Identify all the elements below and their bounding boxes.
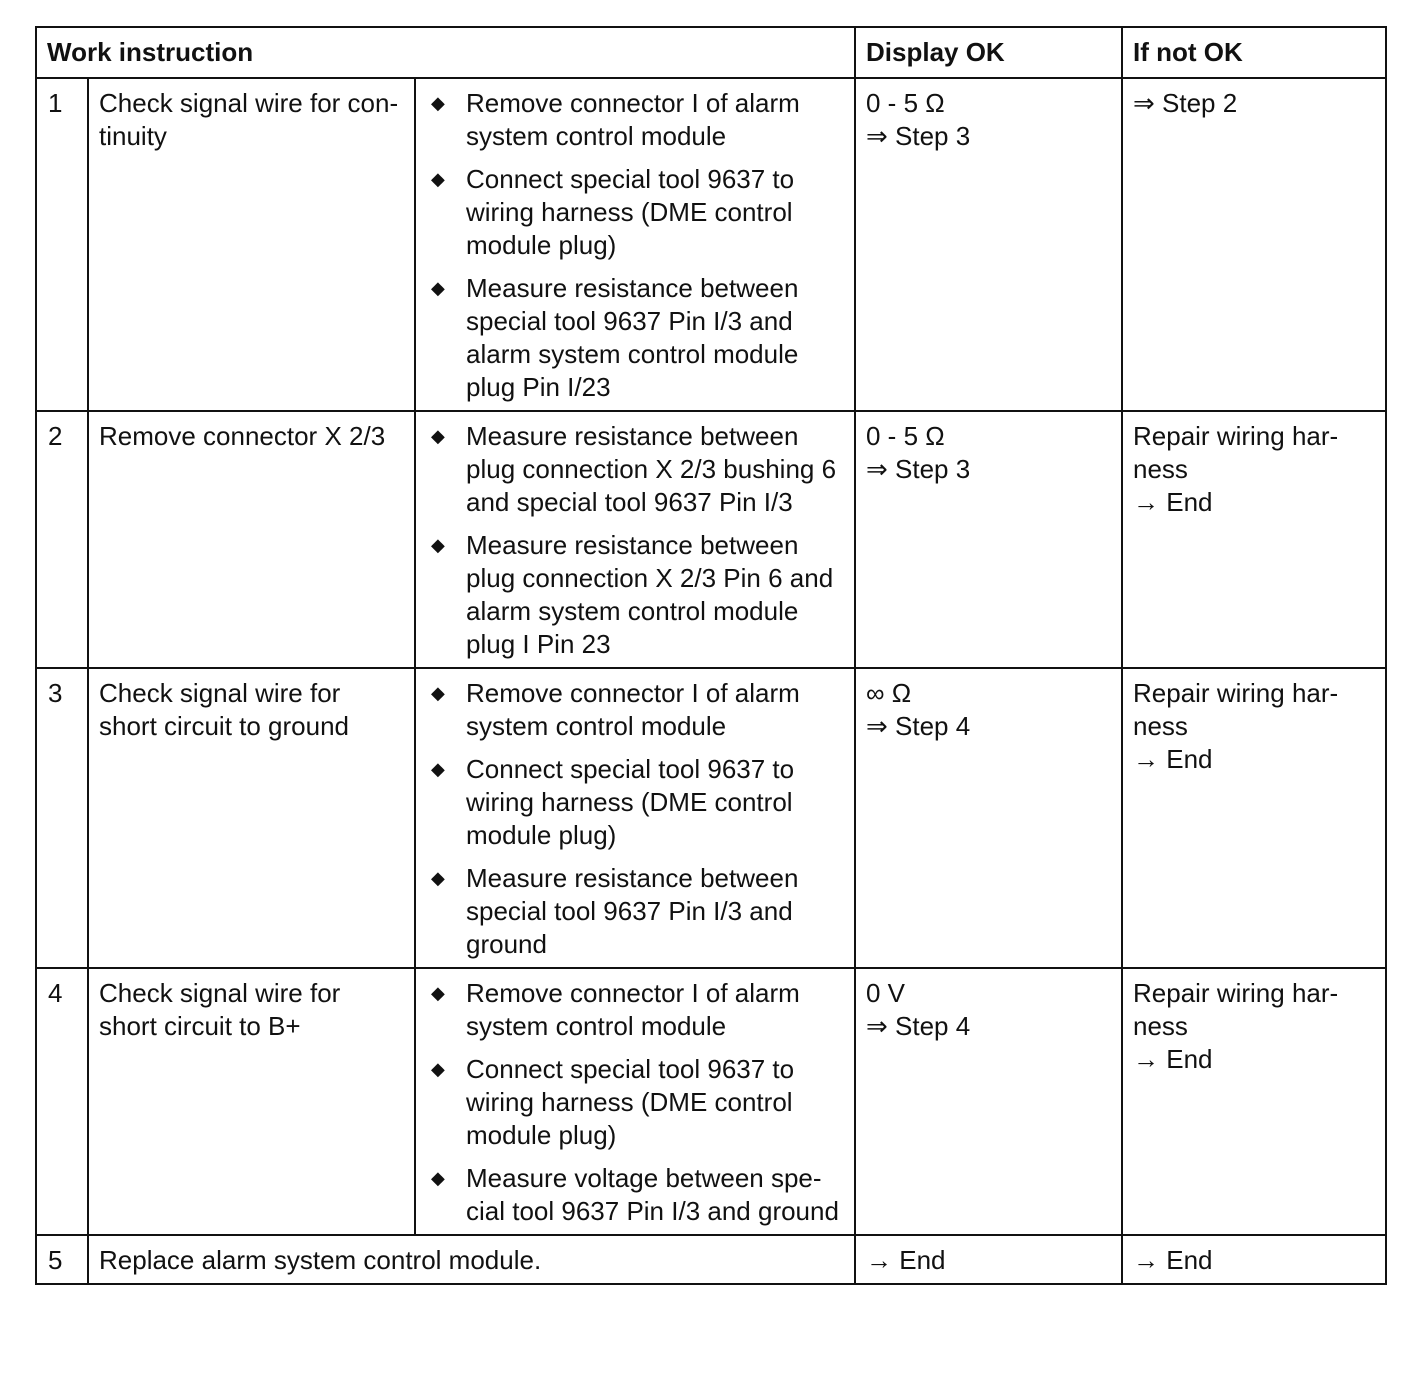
display-ok-cell: → End (855, 1235, 1122, 1284)
table-row (36, 668, 1386, 968)
action-text: Connect special tool 9637 to wiring harness (DME control module plug) (466, 754, 795, 850)
display-ok-line: 0 - 5 Ω (866, 421, 945, 451)
action-text: Remove connector I of alarm system control module (466, 678, 800, 741)
if-not-ok-cell (1122, 968, 1386, 1235)
if-not-ok-cell: → End (1122, 1235, 1386, 1284)
diamond-bullet-icon: ◆ (431, 759, 445, 779)
table-row (36, 411, 1386, 668)
list-item (426, 529, 844, 661)
work-instruction-table (35, 26, 1387, 1285)
if-not-ok-line: → End (1133, 487, 1213, 517)
step-title: Check signal wire for short circuit to ground (88, 668, 415, 968)
list-item (426, 677, 844, 743)
diamond-bullet-icon: ◆ (431, 535, 445, 555)
step-number: 2 (36, 411, 88, 668)
diamond-bullet-icon: ◆ (431, 983, 445, 1003)
if-not-ok-cell (1122, 411, 1386, 668)
diamond-bullet-icon: ◆ (431, 1168, 445, 1188)
list-item (426, 87, 844, 153)
action-list (426, 677, 844, 961)
step-title: Check signal wire for con-tinuity (88, 78, 415, 411)
list-item (426, 163, 844, 262)
list-item (426, 753, 844, 852)
diamond-bullet-icon: ◆ (431, 868, 445, 888)
list-item (426, 977, 844, 1043)
if-not-ok-line: Repair wiring har-ness (1133, 678, 1339, 741)
action-text: Measure resistance between plug connection X 2/3 Pin 6 and alarm system control module plug I Pin 23 (466, 530, 834, 659)
action-text: Measure voltage between spe-cial tool 9637 Pin I/3 and ground (466, 1163, 839, 1226)
if-not-ok-line: → End (1133, 744, 1213, 774)
step-title: Check signal wire for short circuit to B+ (88, 968, 415, 1235)
action-list (426, 87, 844, 404)
table-row (36, 968, 1386, 1235)
display-ok-line: ⇒ Step 3 (866, 454, 971, 484)
list-item (426, 272, 844, 404)
action-list (426, 977, 844, 1228)
header-row (36, 27, 1386, 78)
diamond-bullet-icon: ◆ (431, 278, 445, 298)
action-text: Connect special tool 9637 to wiring harness (DME control module plug) (466, 1054, 795, 1150)
header-if-not-ok: If not OK (1122, 27, 1386, 78)
if-not-ok-line: ⇒ Step 2 (1133, 88, 1238, 118)
step-actions (415, 668, 855, 968)
table-row-final (36, 1235, 1386, 1284)
header-display-ok: Display OK (855, 27, 1122, 78)
display-ok-cell (855, 78, 1122, 411)
table-row (36, 78, 1386, 411)
display-ok-line: 0 - 5 Ω (866, 88, 945, 118)
diamond-bullet-icon: ◆ (431, 169, 445, 189)
list-item (426, 1053, 844, 1152)
step-number: 3 (36, 668, 88, 968)
display-ok-cell (855, 968, 1122, 1235)
diamond-bullet-icon: ◆ (431, 683, 445, 703)
display-ok-line: ⇒ Step 3 (866, 121, 971, 151)
if-not-ok-line: → End (1133, 1044, 1213, 1074)
action-text: Connect special tool 9637 to wiring harness (DME control module plug) (466, 164, 795, 260)
if-not-ok-cell (1122, 78, 1386, 411)
diamond-bullet-icon: ◆ (431, 93, 445, 113)
step-actions (415, 411, 855, 668)
step-title: Remove connector X 2/3 (88, 411, 415, 668)
diamond-bullet-icon: ◆ (431, 1059, 445, 1079)
step-instruction: Replace alarm system control module. (88, 1235, 855, 1284)
if-not-ok-line: Repair wiring har-ness (1133, 421, 1339, 484)
list-item (426, 420, 844, 519)
action-list (426, 420, 844, 661)
display-ok-cell (855, 411, 1122, 668)
header-work-instruction: Work instruction (36, 27, 855, 78)
action-text: Remove connector I of alarm system control module (466, 88, 800, 151)
step-actions (415, 78, 855, 411)
display-ok-cell (855, 668, 1122, 968)
list-item (426, 1162, 844, 1228)
diamond-bullet-icon: ◆ (431, 426, 445, 446)
action-text: Remove connector I of alarm system control module (466, 978, 800, 1041)
action-text: Measure resistance between special tool 9637 Pin I/3 and alarm system control module plug Pin I/23 (466, 273, 799, 402)
step-number: 5 (36, 1235, 88, 1284)
list-item (426, 862, 844, 961)
display-ok-line: ∞ Ω (866, 678, 912, 708)
display-ok-line: ⇒ Step 4 (866, 711, 971, 741)
action-text: Measure resistance between special tool 9637 Pin I/3 and ground (466, 863, 799, 959)
if-not-ok-line: Repair wiring har-ness (1133, 978, 1339, 1041)
action-text: Measure resistance between plug connection X 2/3 bushing 6 and special tool 9637 Pin I/3 (466, 421, 837, 517)
step-number: 4 (36, 968, 88, 1235)
step-number: 1 (36, 78, 88, 411)
step-actions (415, 968, 855, 1235)
display-ok-line: ⇒ Step 4 (866, 1011, 971, 1041)
if-not-ok-cell (1122, 668, 1386, 968)
display-ok-line: 0 V (866, 978, 906, 1008)
